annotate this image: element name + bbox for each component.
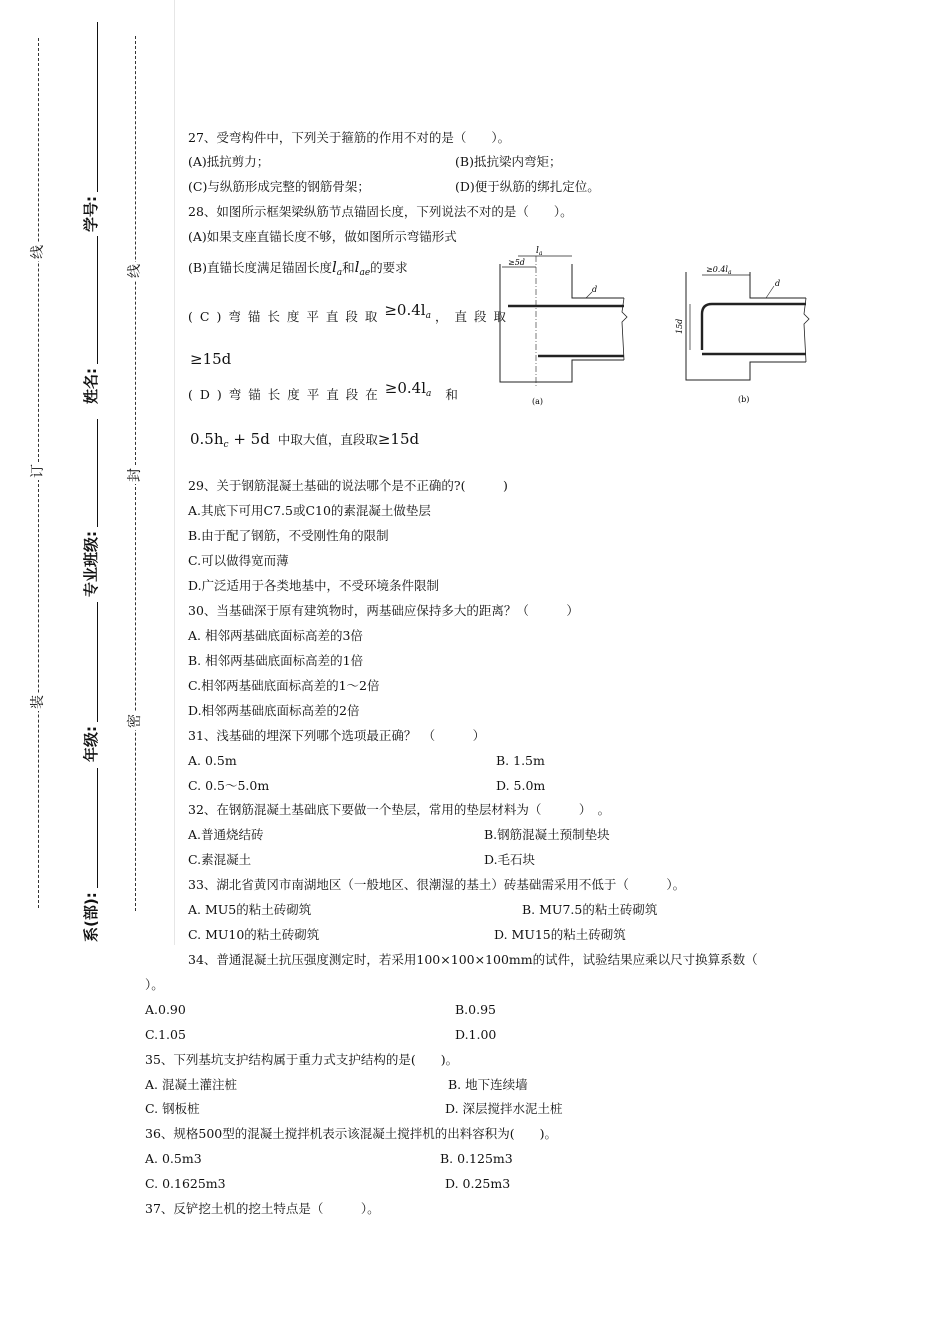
q32-option-c: C.素混凝土 (188, 852, 252, 867)
q28-b-suffix: 的要求 (370, 260, 408, 275)
grade-blank[interactable] (84, 602, 98, 722)
q32-option-b: B.钢筋混凝土预制垫块 (484, 827, 610, 842)
figure-b-d-label: d (775, 279, 781, 288)
major-class-blank[interactable] (84, 419, 98, 527)
figure-b-04-label: $\ge 0.4l_a$ (706, 265, 732, 276)
q28-d-suffix: 中取大值，直段取 (277, 432, 378, 447)
q30-option-b: B. 相邻两基础底面标高差的1倍 (188, 653, 364, 668)
margin-char-xian-outer: 线 (30, 245, 46, 259)
name-blank[interactable] (84, 236, 98, 364)
q36-option-b: B. 0.125m3 (440, 1151, 513, 1166)
q32-stem: 32、在钢筋混凝土基础底下要做一个垫层，常用的垫层材料为（ ） 。 (188, 802, 611, 817)
q28-b-and: 和 (342, 260, 355, 275)
q34-stem: 34、普通混凝土抗压强度测定时，若采用100×100×100mm的试件，试验结果应乘以尺寸换算系数（ (188, 952, 758, 967)
q31-stem: 31、浅基础的埋深下列哪个选项最正确？ （ ） (188, 728, 486, 743)
q36-option-c: C. 0.1625m3 (145, 1176, 226, 1191)
q34-stem-end: ）。 (145, 977, 164, 992)
figure-a-column-outline (500, 264, 624, 382)
q28-b-prefix: (B)直锚长度满足锚固长度 (188, 260, 332, 275)
figure-a-break (622, 298, 627, 360)
q35-stem: 35、下列基坑支护结构属于重力式支护结构的是( )。 (145, 1052, 459, 1067)
major-class-label: 专业班级: (82, 531, 100, 597)
figure-b-bent-bar (702, 304, 806, 350)
student-id-blank[interactable] (84, 22, 98, 192)
q34-option-b: B.0.95 (455, 1002, 496, 1017)
figure-b-caption: (b) (738, 395, 750, 404)
q31-option-b: B. 1.5m (496, 753, 545, 768)
q28-d-ge04: ≥0.4l (384, 379, 427, 397)
figure-a (500, 256, 627, 388)
q28-d-line2 (190, 430, 419, 454)
margin-char-feng: 封 (127, 468, 143, 482)
q28-d-and: 和 (445, 387, 458, 402)
q28-option-c (188, 301, 513, 331)
q29-option-c: C.可以做得宽而薄 (188, 553, 289, 568)
q27-option-c: (C)与纵筋形成完整的钢筋骨架； (188, 179, 370, 194)
q33-option-d: D. MU15的粘土砖砌筑 (494, 927, 626, 942)
figure-b-break (804, 298, 809, 362)
margin-char-zhuang: 装 (30, 695, 46, 709)
q33-option-b: B. MU7.5的粘土砖砌筑 (522, 902, 658, 917)
q31-option-d: D. 5.0m (496, 778, 546, 793)
q28-d-prefix: (D)弯锚长度平直段在 (188, 387, 385, 402)
q35-option-a: A. 混凝土灌注桩 (145, 1077, 237, 1092)
q34-option-d: D.1.00 (455, 1027, 497, 1042)
q32-option-a: A.普通烧结砖 (188, 827, 264, 842)
figure-b-column-outline (686, 272, 806, 380)
q36-stem: 36、规格500型的混凝土搅拌机表示该混凝土搅拌机的出料容积为( )。 (145, 1126, 558, 1141)
q36-option-a: A. 0.5m3 (145, 1151, 202, 1166)
q33-stem: 33、湖北省黄冈市南湖地区（一般地区、很潮湿的基土）砖基础需采用不低于（ ）。 (188, 877, 686, 892)
q37-stem: 37、反铲挖土机的挖土特点是（ ）。 (145, 1201, 380, 1216)
grade-field (80, 602, 101, 762)
q29-option-d: D.广泛适用于各类地基中，不受环境条件限制 (188, 578, 440, 593)
figure-a-5d-label: ≥5d (508, 258, 525, 267)
name-field (80, 236, 101, 404)
q28-c-ge04: ≥0.4l (384, 301, 426, 319)
major-class-field (80, 419, 101, 597)
q28-d-expr: 0.5h (190, 430, 224, 448)
student-id-field (80, 22, 101, 232)
figure-b-15d-label: 15d (675, 318, 684, 334)
q27-option-b: (B)抵抗梁内弯矩； (455, 154, 562, 169)
q29-option-b: B.由于配了钢筋，不受刚性角的限制 (188, 528, 389, 543)
q35-option-d: D. 深层搅拌水泥土桩 (445, 1101, 563, 1116)
q35-option-c: C. 钢板桩 (145, 1101, 200, 1116)
department-blank[interactable] (84, 768, 98, 888)
q28-b-lae-sub: ae (359, 268, 371, 278)
q28-c-suffix: ，直段取 (434, 309, 513, 324)
q33-option-a: A. MU5的粘土砖砌筑 (188, 902, 312, 917)
q28-stem: 28、如图所示框架梁纵筋节点锚固长度，下列说法不对的是（ ）。 (188, 204, 573, 219)
q28-c-ge04-sub: a (425, 311, 431, 321)
name-label: 姓名: (82, 368, 100, 404)
margin-char-xian-inner: 线 (127, 264, 143, 278)
q28-c-value: ≥15d (190, 350, 232, 368)
q28-d-expr2: + 5d (233, 430, 270, 448)
q28-option-a: (A)如果支座直锚长度不够，做如图所示弯锚形式 (188, 229, 457, 244)
department-label: 系(部): (82, 892, 100, 942)
q30-option-a: A. 相邻两基础底面标高差的3倍 (188, 628, 363, 643)
student-id-label: 学号: (82, 196, 100, 232)
q30-stem: 30、当基础深于原有建筑物时，两基础应保持多大的距离？（ ） (188, 603, 579, 618)
q36-option-d: D. 0.25m3 (445, 1176, 511, 1191)
q28-b-la-sub: a (336, 268, 343, 278)
q27-stem: 27、受弯构件中，下列关于箍筋的作用不对的是（ ）。 (188, 130, 511, 145)
margin-char-ding: 订 (30, 464, 46, 478)
q28-d-ge04-sub: a (426, 389, 432, 399)
figure-b (686, 272, 809, 380)
q28-b-la-symbol: l (331, 258, 337, 276)
margin-char-mi: 密 (127, 714, 143, 728)
q28-d-expr-sub: c (223, 440, 229, 450)
q34-option-c: C.1.05 (145, 1027, 186, 1042)
q32-option-d: D.毛石块 (484, 852, 536, 867)
q27-option-a: (A)抵抗剪力； (188, 154, 270, 169)
department-field (80, 768, 101, 942)
q30-option-c: C.相邻两基础底面标高差的1～2倍 (188, 678, 380, 693)
q28-d-value: ≥15d (377, 430, 420, 448)
q29-option-a: A.其底下可用C7.5或C10的素混凝土做垫层 (188, 503, 431, 518)
q28-b-lae-symbol: l (354, 258, 360, 276)
q28-option-d (188, 379, 458, 409)
q34-option-a: A.0.90 (145, 1002, 186, 1017)
q30-option-d: D.相邻两基础底面标高差的2倍 (188, 703, 360, 718)
q31-option-a: A. 0.5m (188, 753, 237, 768)
figure-a-caption: (a) (532, 397, 544, 406)
figure-a-beam-top (572, 264, 624, 298)
figure-b-d-leader (766, 286, 774, 298)
q35-option-b: B. 地下连续墙 (448, 1077, 528, 1092)
q28-c-prefix: (C)弯锚长度平直段取 (188, 309, 385, 324)
grade-label: 年级: (82, 726, 100, 762)
binding-margin (0, 0, 175, 945)
q33-option-c: C. MU10的粘土砖砌筑 (188, 927, 320, 942)
q27-option-d: (D)便于纵筋的绑扎定位。 (455, 179, 600, 194)
q31-option-c: C. 0.5～5.0m (188, 778, 270, 793)
q29-stem: 29、关于钢筋混凝土基础的说法哪个是不正确的?( ) (188, 478, 508, 493)
figure-a-d-label: d (592, 285, 598, 294)
anchorage-figure (488, 242, 818, 412)
q28-option-b (188, 258, 408, 282)
figure-a-la-label: $l_a$ (536, 246, 543, 257)
